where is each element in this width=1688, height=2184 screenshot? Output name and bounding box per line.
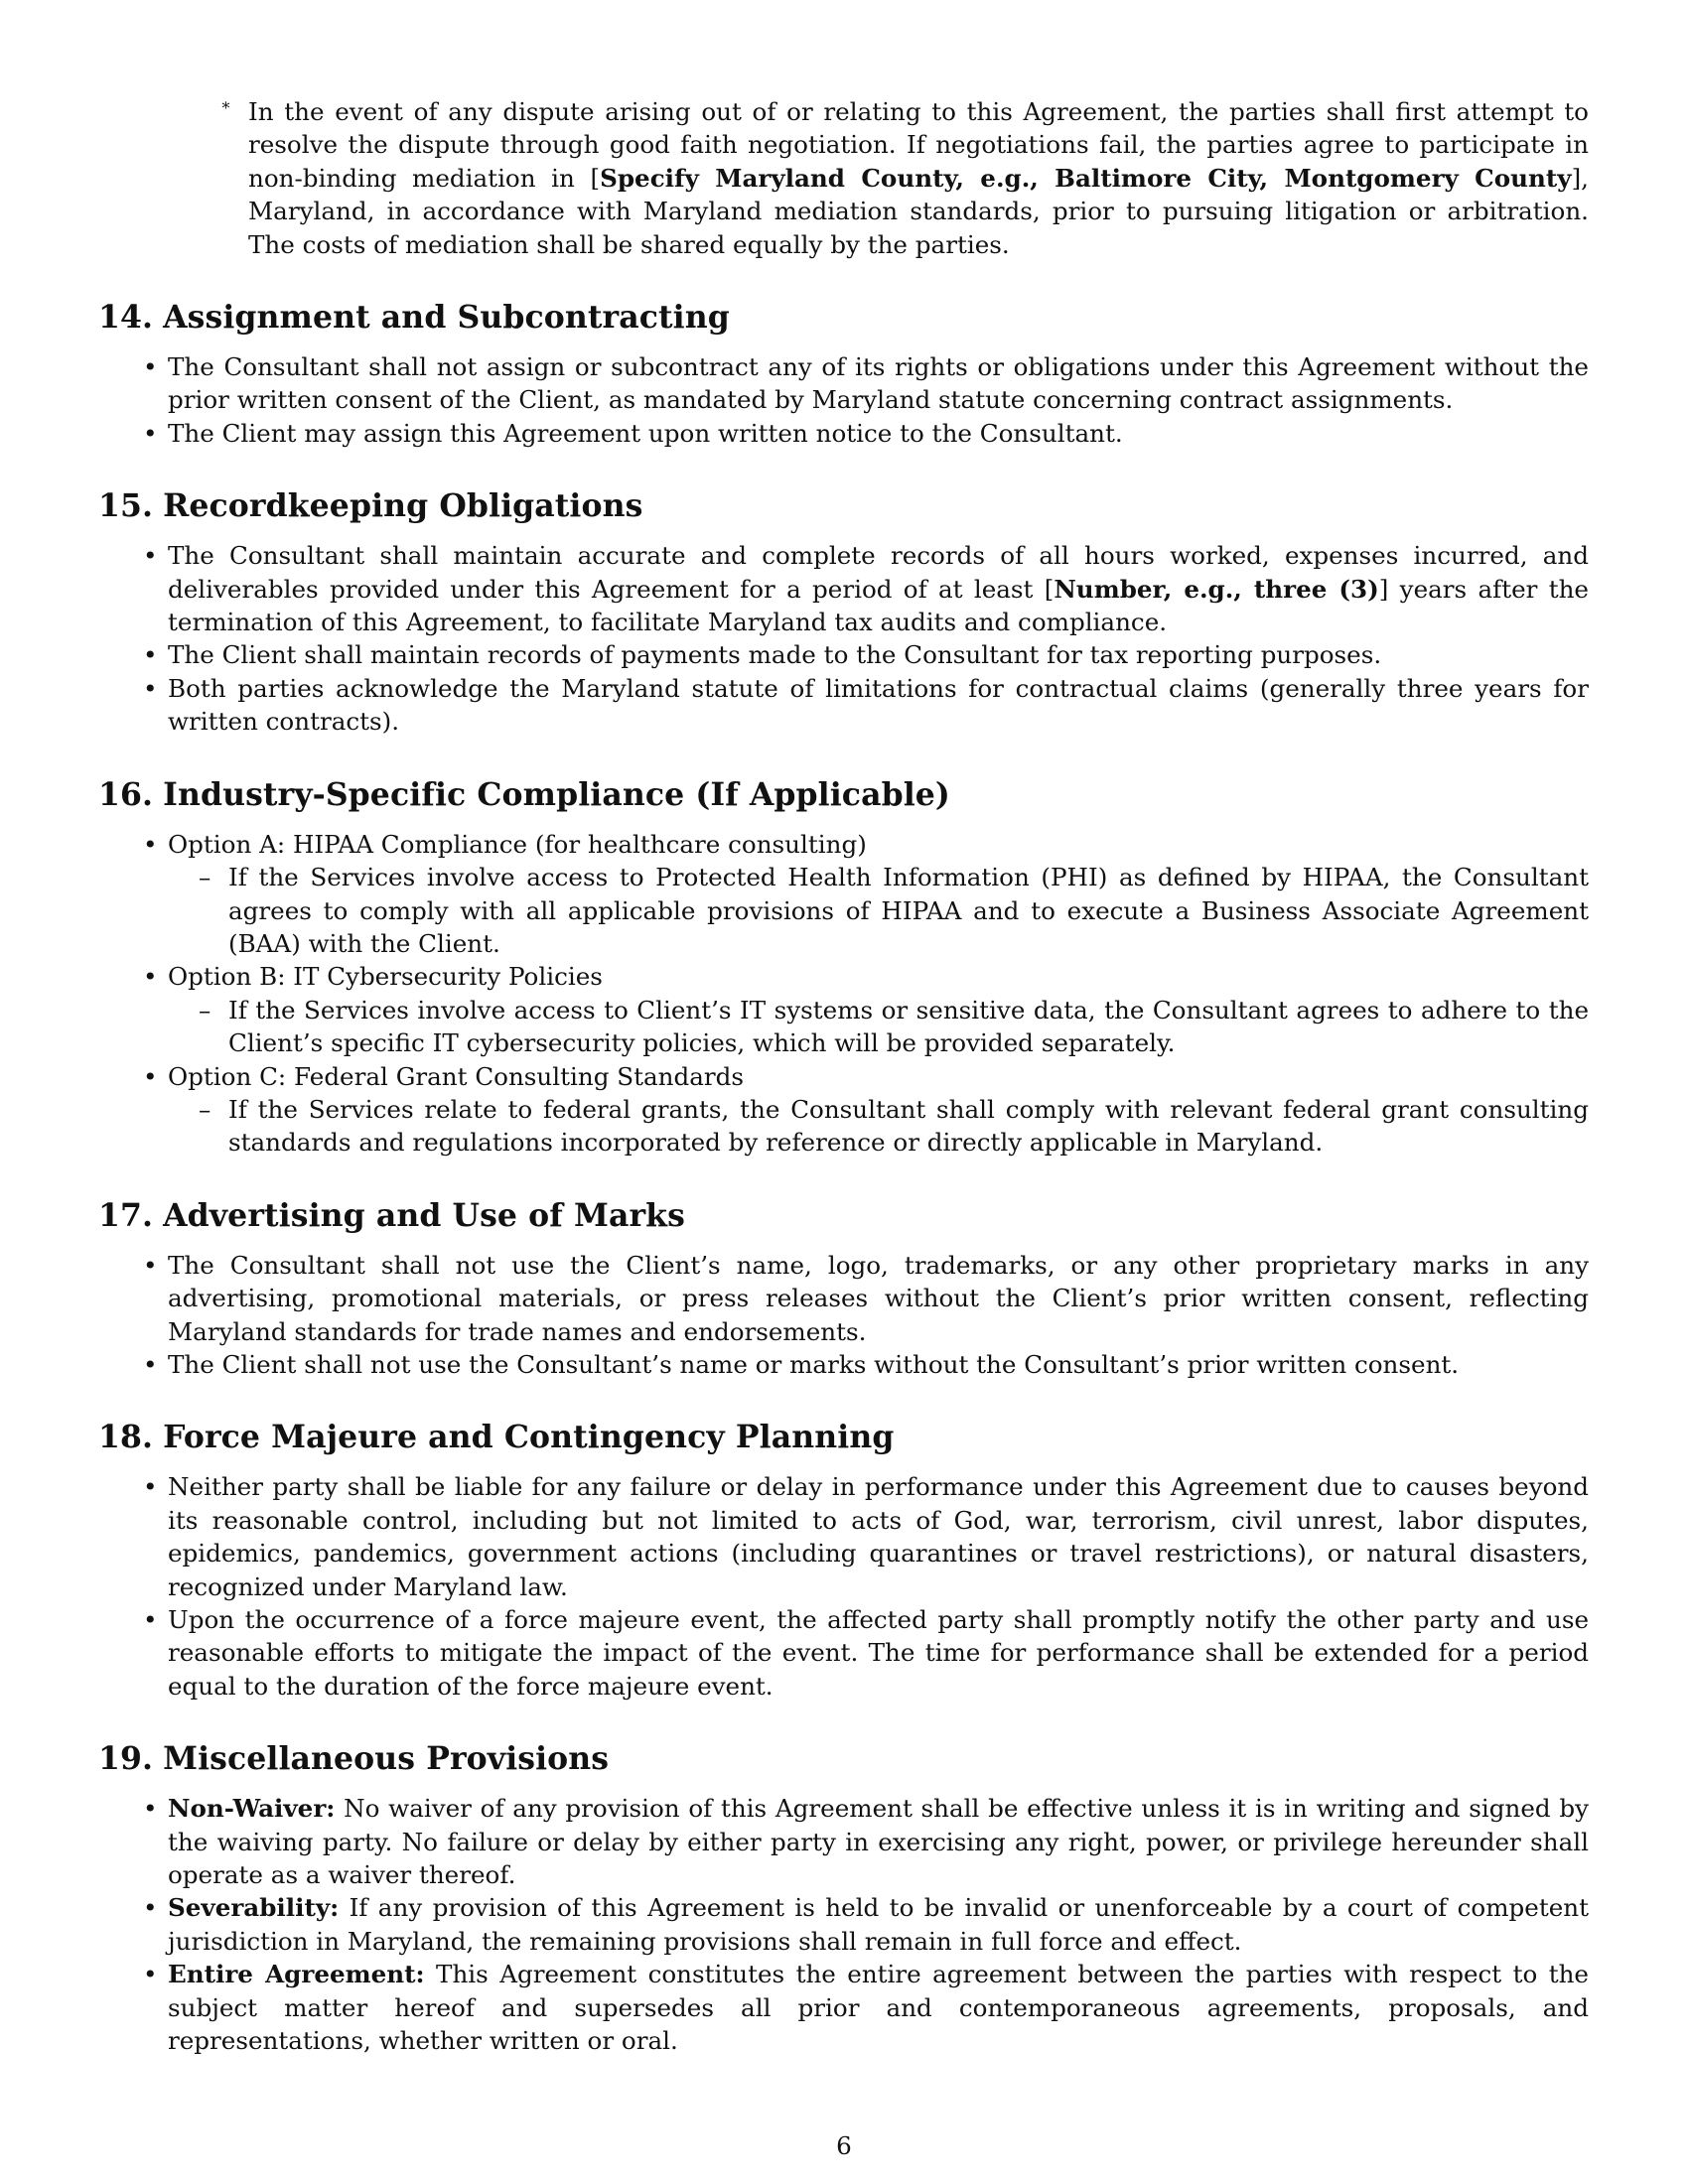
page-number: 6 [836, 2131, 852, 2160]
section-16-heading: 16. Industry-Specific Compliance (If Applicable) [98, 775, 950, 813]
option-c-item: • Option C: Federal Grant Consulting Standards – If the Services relate to federal grants, the Consultant shall comply with relevant federal grant consulting standards and regulations incorporated by reference or directly applicable in Maryland. [168, 1060, 1589, 1160]
dash-icon: – [199, 995, 211, 1024]
option-a-detail: – If the Services involve access to Protected Health Information (PHI) as defined by HIPAA, the Consultant agrees to comply with all applicable provisions of HIPAA and to execute a Business Associate Agreement (BAA) with the Client. [199, 863, 1589, 958]
section-15-heading: 15. Recordkeeping Obligations [98, 487, 643, 525]
bullet-icon: • [143, 541, 158, 571]
option-c-detail: – If the Services relate to federal grants, the Consultant shall comply with relevant federal grant consulting standards and regulations incorporated by reference or directly applicable in Maryland. [199, 1094, 1589, 1158]
option-b-detail: – If the Services involve access to Client’s IT systems or sensitive data, the Consultant agrees to adhere to the Client’s specific IT cybersecurity policies, which will be provided separately. [199, 995, 1589, 1058]
list-item: • The Consultant shall not use the Client’s name, logo, trademarks, or any other proprietary marks in any advertising, promotional materials, or press releases without the Client’s prior written consent, reflecting Maryland standards for trade names and endorsements. [143, 1250, 1589, 1346]
list-item: • The Consultant shall not assign or subcontract any of its rights or obligations under this Agreement without the prior written consent of the Client, as mandated by Maryland statute concerning contract assignments. [143, 352, 1589, 415]
dash-icon: – [199, 863, 211, 892]
section-18-heading: 18. Force Majeure and Contingency Planning [98, 1419, 895, 1456]
option-a-item: • Option A: HIPAA Compliance (for healthcare consulting) – If the Services involve access to Protected Health Information (PHI) as defined by HIPAA, the Consultant agrees to comply with all applicable provisions of HIPAA and to execute a Business Associate Agreement (BAA) with the Client. [168, 828, 1589, 961]
bullet-icon: • [143, 1794, 158, 1824]
section-19-list [98, 1792, 1589, 2057]
section-19-heading: 19. Miscellaneous Provisions [98, 1740, 610, 1778]
list-item: • The Client shall maintain records of payments made to the Consultant for tax reporting purposes. [168, 638, 1589, 671]
bullet-icon: • [143, 829, 158, 859]
dispute-resolution-text: In the event of any dispute arising out of or relating to this Agreement, the parties shall first attempt to resolve the dispute through good faith negotiation. If negotiations fail, the parties agree to participate in non-binding mediation in [Specify Maryland County, e.g., Baltimore City, Montgomery County], Maryland, in accordance with Maryland mediation standards, prior to pursuing litigation or arbitration. The costs of mediation shall be shared equally by the parties. [248, 97, 1589, 259]
section-14-list [98, 350, 1589, 450]
bullet-icon: • [143, 1349, 158, 1379]
dispute-resolution-item [220, 95, 1589, 261]
section-14-heading: 14. Assignment and Subcontracting [98, 299, 730, 337]
section-17-list [98, 1249, 1589, 1382]
bullet-icon: • [143, 1472, 158, 1502]
list-item: • Neither party shall be liable for any failure or delay in performance under this Agreement due to causes beyond its reasonable control, including but not limited to acts of God, war, terrorism, civil unrest, labor disputes, epidemics, pandemics, government actions (including quarantines or travel restrictions), or natural disasters, recognized under Maryland law. [143, 1472, 1589, 1601]
bullet-icon: • [143, 418, 158, 448]
bullet-icon: • [143, 640, 158, 670]
bullet-icon: • [143, 352, 158, 382]
bullet-icon: • [143, 1893, 158, 1923]
document-page [98, 95, 1589, 2057]
asterisk-marker: ∗ [220, 95, 231, 114]
section-15-list [98, 539, 1589, 738]
bullet-icon: • [143, 1250, 158, 1280]
severability-item: • Severability: If any provision of this Agreement is held to be invalid or unenforceable by a court of competent jurisdiction in Maryland, the remaining provisions shall remain in full force and effect. [143, 1893, 1589, 1956]
section-17-heading: 17. Advertising and Use of Marks [98, 1196, 685, 1234]
list-item: • Both parties acknowledge the Maryland statute of limitations for contractual claims (generally three years for written contracts). [143, 673, 1589, 737]
list-item: • Upon the occurrence of a force majeure event, the affected party shall promptly notify the other party and use reasonable efforts to mitigate the impact of the event. The time for performance shall be extended for a period equal to the duration of the force majeure event. [143, 1605, 1589, 1701]
list-item: • The Client may assign this Agreement upon written notice to the Consultant. [168, 417, 1589, 450]
section-16-list [98, 828, 1589, 1160]
list-item: • The Client shall not use the Consultant’s name or marks without the Consultant’s prior written consent. [168, 1348, 1589, 1381]
bullet-icon: • [143, 962, 158, 992]
non-waiver-item: • Non-Waiver: No waiver of any provision of this Agreement shall be effective unless it is in writing and signed by the waiving party. No failure or delay by either party in exercising any right, power, or privilege hereunder shall operate as a waiver thereof. [143, 1794, 1589, 1890]
option-b-item: • Option B: IT Cybersecurity Policies – If the Services involve access to Client’s IT systems or sensitive data, the Consultant agrees to adhere to the Client’s specific IT cybersecurity policies, which will be provided separately. [168, 960, 1589, 1059]
bullet-icon: • [143, 1605, 158, 1634]
bullet-icon: • [143, 673, 158, 703]
section-18-list [98, 1470, 1589, 1703]
bullet-icon: • [143, 1960, 158, 1989]
list-item: • The Consultant shall maintain accurate and complete records of all hours worked, expenses incurred, and deliverables provided under this Agreement for a period of at least [Number, e.g., three (3)] years after the termination of this Agreement, to facilitate Maryland tax audits and compliance. [143, 541, 1589, 637]
entire-agreement-item: • Entire Agreement: This Agreement constitutes the entire agreement between the parties with respect to the subject matter hereof and supersedes all prior and contemporaneous agreements, proposals, and representations, whether written or oral. [143, 1960, 1589, 2056]
dash-icon: – [199, 1094, 211, 1124]
bullet-icon: • [143, 1061, 158, 1091]
